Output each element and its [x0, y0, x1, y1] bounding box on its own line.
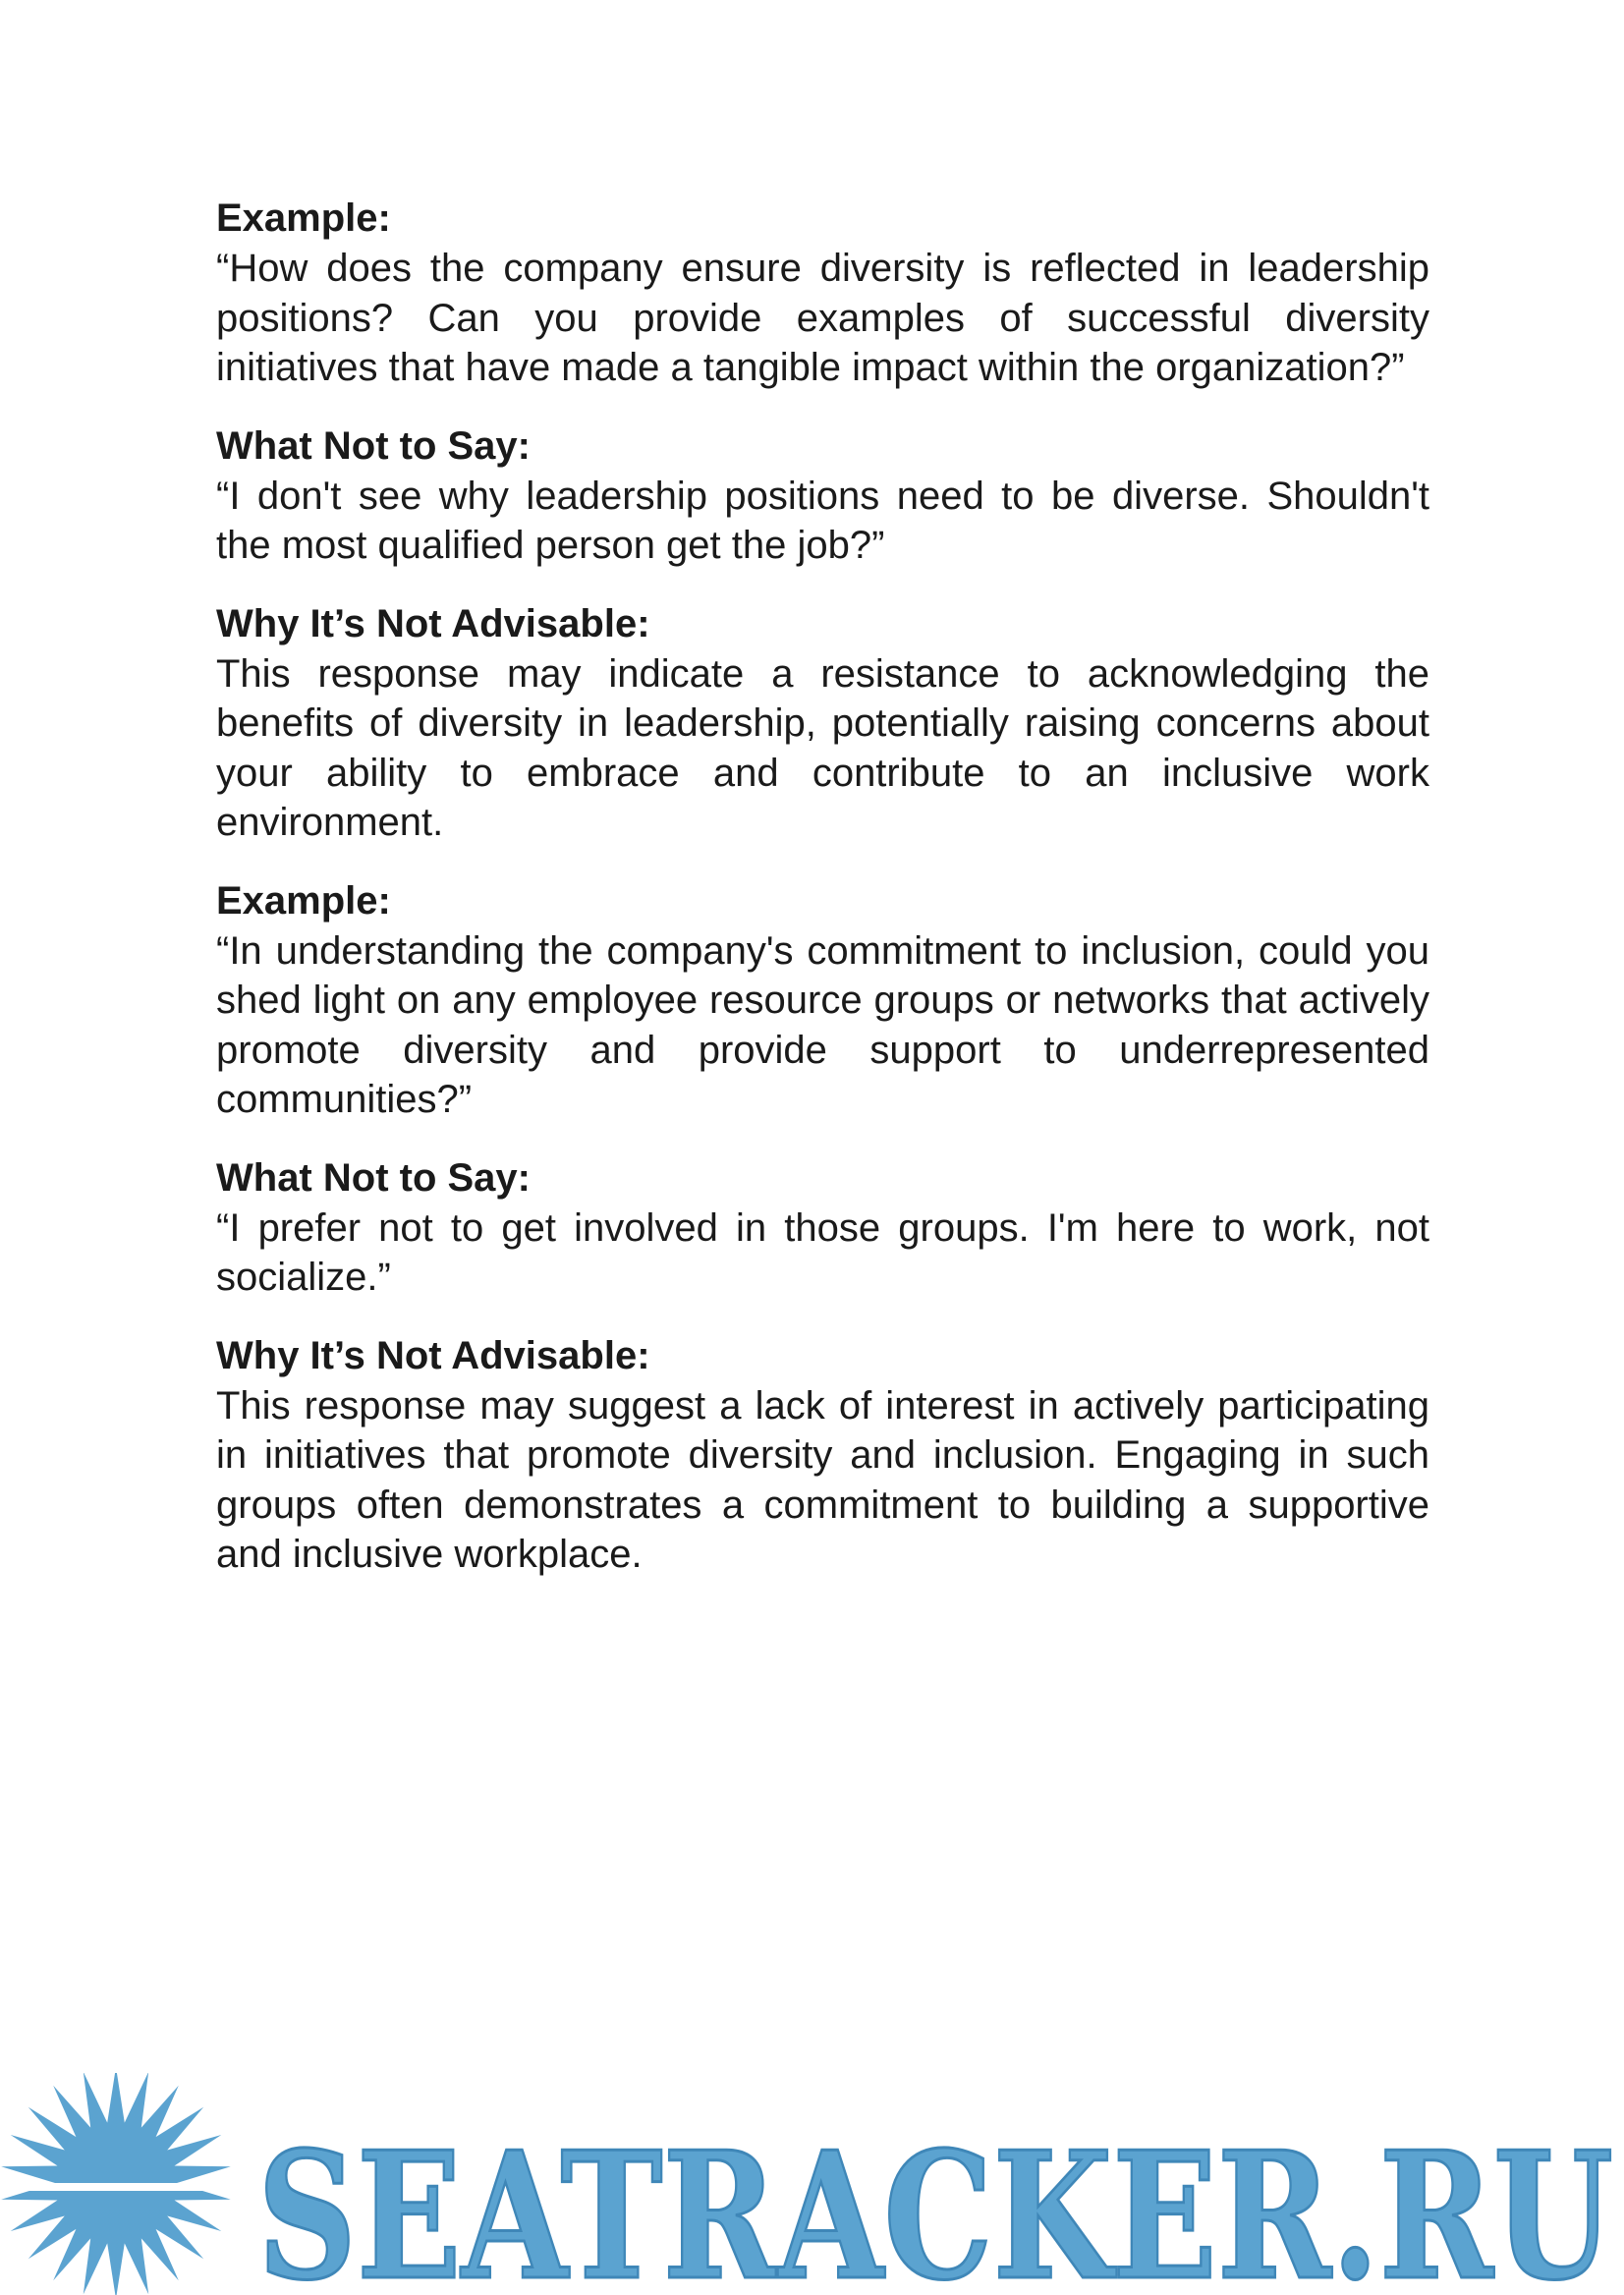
section-text: This response may indicate a resistance to acknowledging the benefits of diversity in leadership, potentially raising concerns about your ability to embrace and contribute to an inclusive work environment.	[216, 651, 1429, 844]
section-what-not-to-say-2	[216, 1152, 1429, 1303]
section-why-not-advisable-2	[216, 1330, 1429, 1580]
watermark-graphic	[0, 2073, 1624, 2295]
section-heading: What Not to Say:	[216, 423, 531, 468]
section-example-1	[216, 193, 1429, 393]
section-heading: What Not to Say:	[216, 1155, 531, 1200]
section-example-2	[216, 875, 1429, 1125]
section-heading: Example:	[216, 878, 391, 923]
section-text: “In understanding the company's commitment to inclusion, could you shed light on any employee resource groups or networks that actively promote diversity and provide support to underrepresented communities?”	[216, 928, 1429, 1121]
section-text: “I prefer not to get involved in those groups. I'm here to work, not socialize.”	[216, 1205, 1429, 1299]
section-text: This response may suggest a lack of interest in actively participating in initiatives that promote diversity and inclusion. Engaging in such groups often demonstrates a commitment to building a supportive and inclusive workplace.	[216, 1383, 1429, 1576]
section-why-not-advisable-1	[216, 598, 1429, 848]
sun-burst-icon	[0, 2073, 255, 2295]
section-text: “I don't see why leadership positions need to be diverse. Shouldn't the most qualified person get the job?”	[216, 474, 1429, 567]
watermark-footer	[0, 2073, 1624, 2295]
page-content	[216, 193, 1429, 1607]
section-what-not-to-say-1	[216, 420, 1429, 571]
section-heading: Why It’s Not Advisable:	[216, 601, 650, 645]
section-heading: Why It’s Not Advisable:	[216, 1333, 650, 1377]
section-heading: Example:	[216, 196, 391, 240]
section-text: “How does the company ensure diversity is reflected in leadership positions? Can you provide examples of successful diversity initiatives that have made a tangible impact within the organization?”	[216, 247, 1429, 389]
watermark-text: SEATRACKER.RU	[257, 2113, 1613, 2295]
sun-horizon-line	[0, 2183, 255, 2191]
